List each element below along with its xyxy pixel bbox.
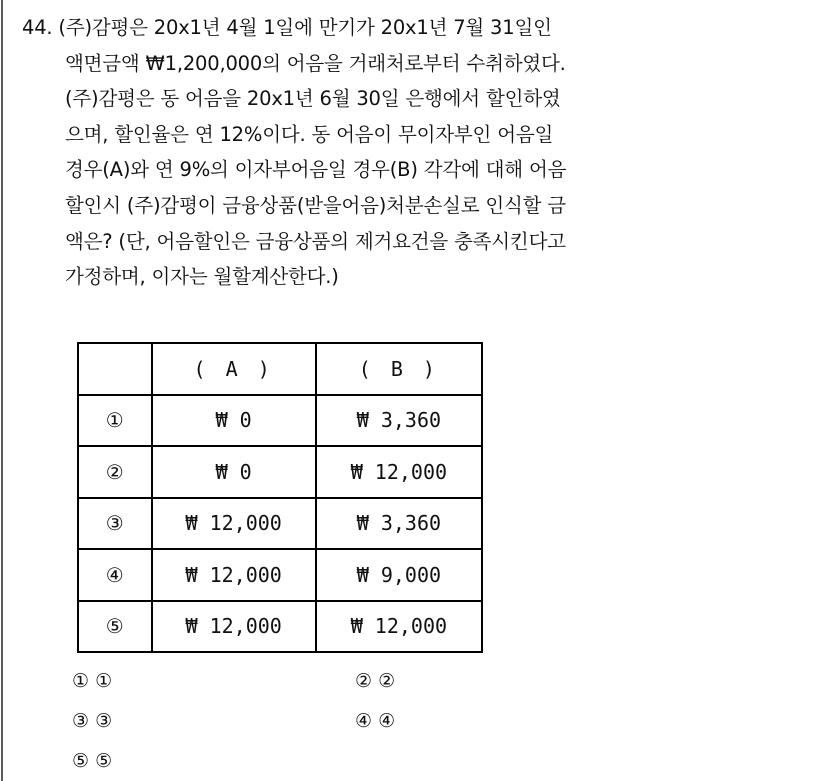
choice-marker: ③: [72, 710, 90, 732]
cell-a: ₩ 0: [152, 446, 316, 498]
question-line-2: 액면금액 ₩1,200,000의 어음을 거래처로부터 수취하였다.: [65, 51, 566, 75]
row-label: ①: [78, 395, 152, 447]
question-line-5: 경우(A)와 연 9%의 이자부어음일 경우(B) 각각에 대해 어음: [65, 158, 567, 182]
row-label: ③: [78, 498, 152, 550]
cell-a: ₩ 12,000: [152, 498, 316, 550]
table-row: [78, 549, 482, 601]
page-left-border: [1, 0, 3, 781]
answer-choice-3[interactable]: [72, 710, 112, 732]
cell-a: ₩ 12,000: [152, 549, 316, 601]
answer-choice-5[interactable]: [72, 750, 112, 772]
question-text: [22, 10, 812, 295]
answer-choice-1[interactable]: [72, 670, 112, 692]
question-line-3: (주)감평은 동 어음을 20x1년 6월 30일 은행에서 할인하였: [65, 87, 561, 111]
cell-a: ₩ 12,000: [152, 601, 316, 653]
choice-marker: ①: [72, 670, 90, 692]
choice-value: ①: [95, 670, 113, 692]
cell-b: ₩ 12,000: [316, 446, 482, 498]
answer-choice-2[interactable]: [355, 670, 395, 692]
choice-marker: ⑤: [72, 750, 90, 772]
table-header-row: [78, 343, 482, 395]
cell-b: ₩ 3,360: [316, 498, 482, 550]
choice-marker: ④: [355, 710, 373, 732]
question-line-1: [22, 10, 812, 46]
table-row: [78, 446, 482, 498]
answer-choice-4[interactable]: [355, 710, 395, 732]
cell-b: ₩ 9,000: [316, 549, 482, 601]
choice-value: ②: [378, 670, 396, 692]
question-number: 44.: [22, 16, 53, 39]
cell-a: ₩ 0: [152, 395, 316, 447]
question-line-7: 액은? (단, 어음할인은 금융상품의 제거요건을 충족시킨다고: [65, 229, 566, 253]
question-line-4: 으며, 할인율은 연 12%이다. 동 어음이 무이자부인 어음일: [65, 122, 554, 146]
question-line-text: (주)감평은 20x1년 4월 1일에 만기가 20x1년 7월 31일인: [58, 16, 552, 39]
choice-marker: ②: [355, 670, 373, 692]
row-label: ⑤: [78, 601, 152, 653]
choice-value: ④: [378, 710, 396, 732]
table-row: [78, 601, 482, 653]
row-label: ②: [78, 446, 152, 498]
cell-b: ₩ 12,000: [316, 601, 482, 653]
table-row: [78, 395, 482, 447]
question-line-6: 할인시 (주)감평이 금융상품(받을어음)처분손실로 인식할 금: [65, 193, 566, 217]
header-b: ( B ): [316, 343, 482, 395]
header-blank: [78, 343, 152, 395]
cell-b: ₩ 3,360: [316, 395, 482, 447]
choice-value: ③: [95, 710, 113, 732]
header-a: ( A ): [152, 343, 316, 395]
row-label: ④: [78, 549, 152, 601]
table-row: [78, 498, 482, 550]
options-table: [77, 342, 483, 653]
question-line-8: 가정하며, 이자는 월할계산한다.): [65, 265, 339, 289]
choice-value: ⑤: [95, 750, 113, 772]
